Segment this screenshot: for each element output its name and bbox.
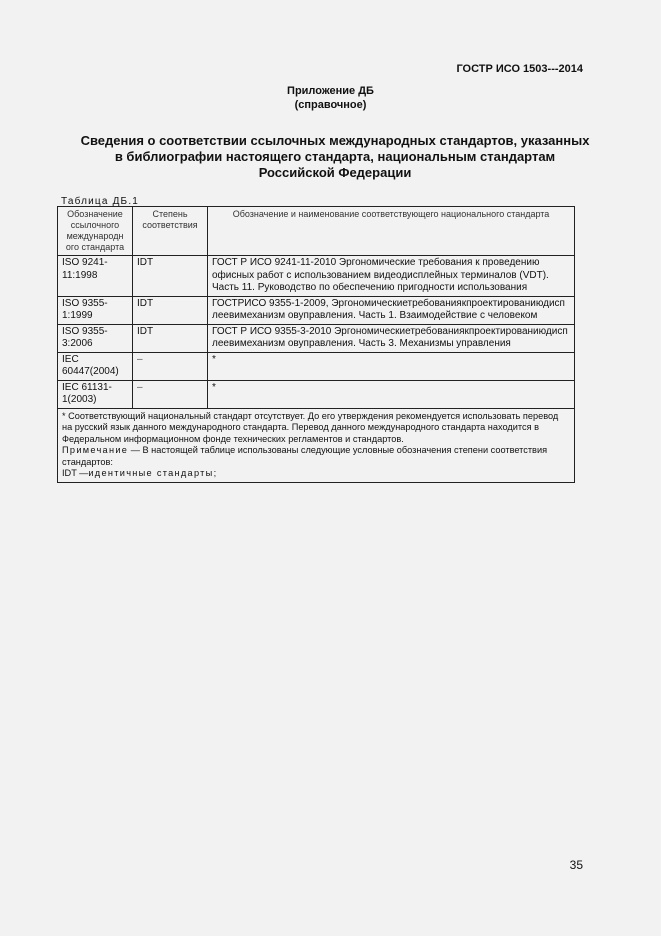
footnote-cell [58, 408, 575, 482]
header-national-standard: Обозначение и наименование соответствующего национального стандарта [208, 207, 575, 256]
national-standard-cell: ГОСТ Р ИСО 9355-3-2010 Эргономическиетребованиякпроектированиюдисплеевимеханизм овуправления. Часть 3. Механизмы управления [208, 324, 575, 352]
national-standard-cell: ГОСТ Р ИСО 9241-11-2010 Эргономические требования к проведению офисных работ с использованием видеодисплейных терминалов (VDT). Часть 11. Руководство по обеспечению пригодности использования [208, 256, 575, 297]
reference-cell: IEC 60447(2004) [58, 352, 133, 380]
standards-table [57, 206, 575, 483]
appendix-type: (справочное) [294, 99, 367, 111]
national-standard-cell: ГОСТРИСО 9355-1-2009, Эргономическиетребованиякпроектированиюдисплеевимеханизм овуправления. Часть 1. Взаимодействие с человеком [208, 296, 575, 324]
appendix-heading [0, 84, 661, 112]
note-label: Примечание [62, 445, 129, 455]
page-number: 35 [569, 858, 583, 872]
reference-cell: ISO 9355-1:1999 [58, 296, 133, 324]
table-row [58, 296, 575, 324]
table-row [58, 352, 575, 380]
table-row [58, 380, 575, 408]
table-header-row [58, 207, 575, 256]
header-compliance-degree: Степень соответствия [133, 207, 208, 256]
table-row [58, 324, 575, 352]
appendix-label: Приложение ДБ [287, 85, 374, 97]
degree-cell: IDT [133, 324, 208, 352]
degree-cell: – [133, 380, 208, 408]
note-paragraph [62, 445, 570, 468]
note-text: — В настоящей таблице использованы следующие условные обозначения степени соответствия стандартов: [62, 445, 548, 467]
reference-cell: ISO 9241-11:1998 [58, 256, 133, 297]
title-line-3: Российской Федерации [258, 165, 412, 180]
document-code: ГОСТР ИСО 1503---2014 [456, 63, 583, 75]
degree-cell: IDT [133, 296, 208, 324]
national-standard-cell: * [208, 380, 575, 408]
degree-cell: – [133, 352, 208, 380]
idt-legend [62, 468, 570, 480]
section-title [40, 133, 630, 181]
degree-cell: IDT [133, 256, 208, 297]
footnote-text: * Соответствующий национальный стандарт отсутствует. До его утверждения рекомендуется использовать перевод на русский язык данного международного стандарта. Перевод данного международного стандарта находится в Федеральном информационном фонде технических регламентов и стандартов. [62, 410, 559, 444]
reference-cell: IEC 61131-1(2003) [58, 380, 133, 408]
idt-label: IDT — [62, 468, 89, 478]
national-standard-cell: * [208, 352, 575, 380]
header-reference-standard: Обозначение ссылочного международн ого стандарта [58, 207, 133, 256]
idt-text: идентичные стандарты; [88, 468, 218, 478]
title-line-2: в библиографии настоящего стандарта, национальным стандартам [114, 149, 556, 164]
table-footnote-row [58, 408, 575, 482]
reference-cell: ISO 9355-3:2006 [58, 324, 133, 352]
title-line-1: Сведения о соответствии ссылочных международных стандартов, указанных [80, 133, 590, 148]
table-caption: Таблица ДБ.1 [61, 196, 140, 207]
table-row [58, 256, 575, 297]
